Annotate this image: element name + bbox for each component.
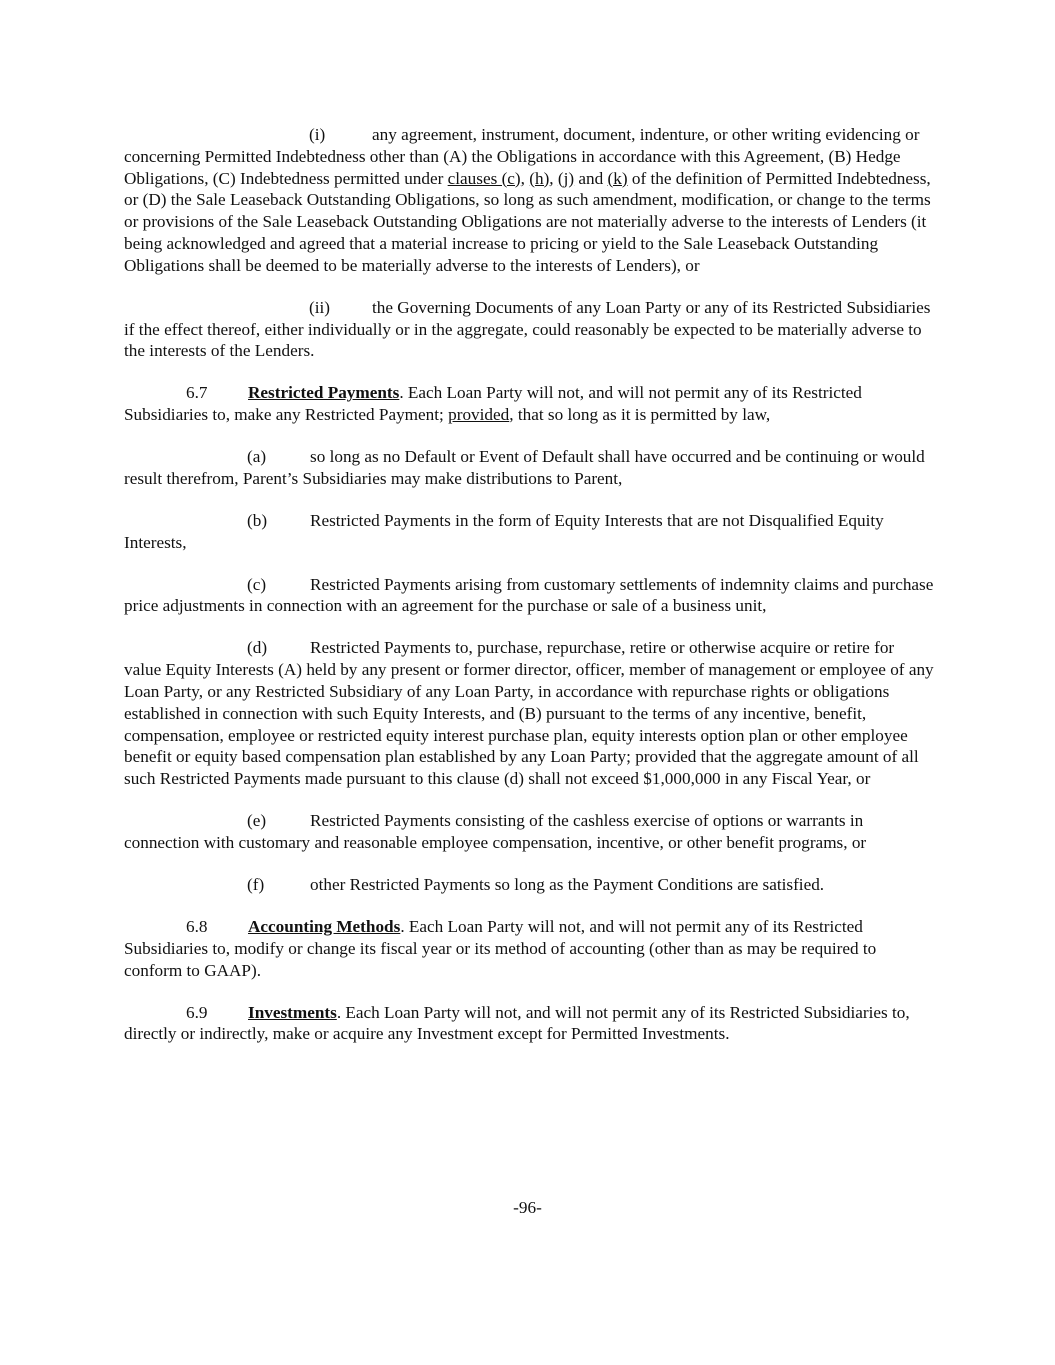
clause-b (124, 510, 934, 554)
clause-label: (i) (309, 125, 326, 144)
clause-label: (ii) (309, 297, 330, 317)
section-text: . Each Loan Party will not, and will not permit any of its Restricted Subsidiaries to, make any Restricted Payment; (124, 383, 862, 425)
cross-reference: clauses (c) (447, 168, 521, 188)
separator: , (520, 168, 530, 188)
clause-label: (c) (247, 574, 267, 594)
section-6-9 (124, 1002, 934, 1046)
clause-text: Restricted Payments to, purchase, repurchase, retire or otherwise acquire or retire for value Equity Interests (A) held by any present or former director, officer, member of management or employee of any Loan Party, or any Restricted Subsidiary of any Loan Party, in accordance with repurchase rights or obligations established in connection with such Equity Interests, and (B) pursuant to the terms of any incentive, benefit, compensation, employee or restricted equity interest purchase plan, equity interests option plan or other employee benefit or equity based compensation plan established by any Loan Party; provided that the aggregate amount of all such Restricted Payments made pursuant to this clause (d) shall not exceed $1,000,000 in any Fiscal Year, or (124, 638, 934, 789)
section-text: . Each Loan Party will not, and will not permit any of its Restricted Subsidiaries to, directly or indirectly, make or acquire any Investment except for Permitted Investments. (124, 1002, 910, 1044)
separator: , (549, 168, 558, 188)
clause-f (124, 874, 934, 896)
clause-e (124, 810, 934, 854)
clause-a (124, 446, 934, 490)
page-number: -96- (513, 1198, 542, 1217)
clause-text: Restricted Payments consisting of the cashless exercise of options or warrants in connection with customary and reasonable employee compensation, incentive, or other benefit programs, or (124, 811, 867, 853)
section-heading: Investments (248, 1002, 337, 1022)
clause-label: (a) (247, 447, 267, 467)
document-page (124, 124, 934, 1045)
cross-reference: (j) (557, 168, 575, 188)
clause-text: any agreement, instrument, document, indenture, or other writing evidencing or concerning Permitted Indebtedness other than (A) the Obligations in accordance with this Agreement, (B) Hedge Obligations, (C) Indebtedness permitted under (124, 125, 920, 188)
clause-c (124, 574, 934, 618)
section-number: 6.8 (186, 917, 208, 936)
clause-label: (e) (247, 811, 267, 831)
clause-label: (f) (247, 875, 265, 895)
section-number: 6.7 (186, 383, 208, 403)
separator: and (574, 168, 608, 188)
provided-term: provided (448, 405, 510, 425)
clause-text: other Restricted Payments so long as the Payment Conditions are satisfied. (310, 875, 825, 895)
section-6-7 (124, 382, 934, 426)
clause-text: so long as no Default or Event of Default shall have occurred and be continuing or would result therefrom, Parent’s Subsidiaries may make distributions to Parent, (124, 447, 925, 488)
clause-d (124, 637, 934, 790)
clause-text: the Governing Documents of any Loan Party or any of its Restricted Subsidiaries if the effect thereof, either individually or in the aggregate, could reasonably be expected to be materially adverse to the interests of the Lenders. (124, 297, 931, 361)
section-number: 6.9 (186, 1002, 208, 1022)
section-heading: Accounting Methods (248, 917, 401, 936)
section-text: . Each Loan Party will not, and will not permit any of its Restricted Subsidiaries to, modify or change its fiscal year or its method of accounting (other than as may be required to conform to GAAP). (124, 917, 877, 980)
cross-reference: (h) (529, 168, 550, 188)
section-text: , that so long as it is permitted by law, (509, 405, 771, 425)
clause-label: (d) (247, 638, 268, 658)
clause-text: Restricted Payments in the form of Equity Interests that are not Disqualified Equity Interests, (124, 510, 884, 552)
paragraph-ii (124, 297, 934, 362)
section-heading: Restricted Payments (248, 383, 400, 403)
clause-text: Restricted Payments arising from customary settlements of indemnity claims and purchase price adjustments in connection with an agreement for the purchase or sale of a business unit, (124, 574, 934, 616)
clause-label: (b) (247, 510, 268, 530)
paragraph-i (124, 124, 934, 277)
cross-reference: (k) (607, 168, 628, 188)
clause-text: of the definition of Permitted Indebtedness, or (D) the Sale Leaseback Outstanding Obligations, so long as such amendment, modification, or change to the terms or provisions of the Sale Leaseback Outstanding Obligations are not materially adverse to the interests of Lenders (it being acknowledged and agreed that a material increase to pricing or yield to the Sale Leaseback Outstanding Obligations shall be deemed to be materially adverse to the interests of Lenders), or (124, 168, 931, 275)
section-6-8 (124, 916, 934, 981)
